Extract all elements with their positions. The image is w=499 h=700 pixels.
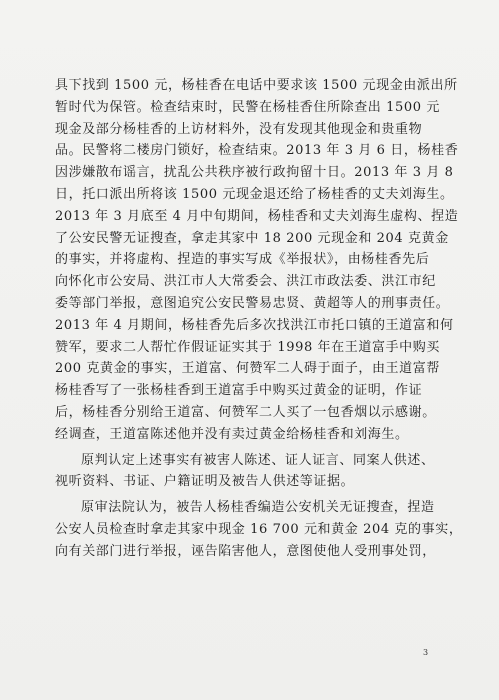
text-line: 公安人员检查时拿走其家中现金 16 700 元和黄金 204 克的事实，	[55, 521, 463, 537]
text-line: 原审法院认为，被告人杨桂香编造公安机关无证搜查，捏造	[81, 500, 435, 516]
text-line: 杨桂香写了一张杨桂香到王道富手中购买过黄金的证明，作证	[55, 383, 423, 399]
text-line: 向有关部门进行举报，诬告陷害他人，意图使他人受刑事处罚，	[55, 543, 436, 559]
text-line: 日，托口派出所将该 1500 元现金退还给了杨桂香的丈夫刘海生。	[55, 186, 454, 202]
text-line: 具下找到 1500 元，杨桂香在电话中要求该 1500 元现金由派出所	[55, 78, 458, 93]
text-line: 原判认定上述事实有被害人陈述、证人证言、同案人供述、	[81, 452, 435, 468]
text-line: 向怀化市公安局、洪江市人大常委会、洪江市政法委、洪江市纪	[55, 274, 436, 290]
text-line: 2013 年 3 月底至 4 月中旬期间，杨桂香和丈夫刘海生虚构、捏造	[55, 208, 459, 224]
text-line: 视听资料、书证、户籍证明及被告人供述等证据。	[55, 474, 355, 490]
text-line: 现金及部分杨桂香的上访材料外，没有发现其他现金和贵重物	[55, 121, 423, 137]
text-line: 的事实，并将虚构、捏造的事实写成《举报状》，由杨桂香先后	[55, 252, 430, 268]
text-line: 2013 年 4 月期间，杨桂香先后多次找洪江市托口镇的王道富和何	[55, 317, 454, 333]
text-line: 了公安民警无证搜查，拿走其家中 18 200 元现金和 204 克黄金	[55, 230, 449, 246]
text-line: 赞军，要求二人帮忙作假证证实其于 1998 年在王道富手中购买	[55, 339, 440, 355]
body-text	[55, 75, 463, 563]
text-line: 200 克黄金的事实，王道富、何赞军二人碍于面子，由王道富帮	[55, 361, 440, 377]
text-line: 品。民警将二楼房门锁好，检查结束。2013 年 3 月 6 日，杨桂香	[55, 143, 459, 159]
text-line: 后，杨桂香分别给王道富、何赞军二人买了一包香烟以示感谢。	[55, 404, 436, 420]
text-line: 因涉嫌散布谣言，扰乱公共秩序被行政拘留十日。2013 年 3 月 8	[55, 165, 454, 181]
page-number: 3	[423, 648, 429, 657]
text-line: 经调查，王道富陈述他并没有卖过黄金给杨桂香和刘海生。	[55, 426, 409, 442]
text-line: 暂时代为保管。检查结束时，民警在杨桂香住所除查出 1500 元	[55, 99, 440, 115]
text-line: 委等部门举报，意图追究公安民警易忠贤、黄超等人的刑事责任。	[55, 295, 450, 311]
